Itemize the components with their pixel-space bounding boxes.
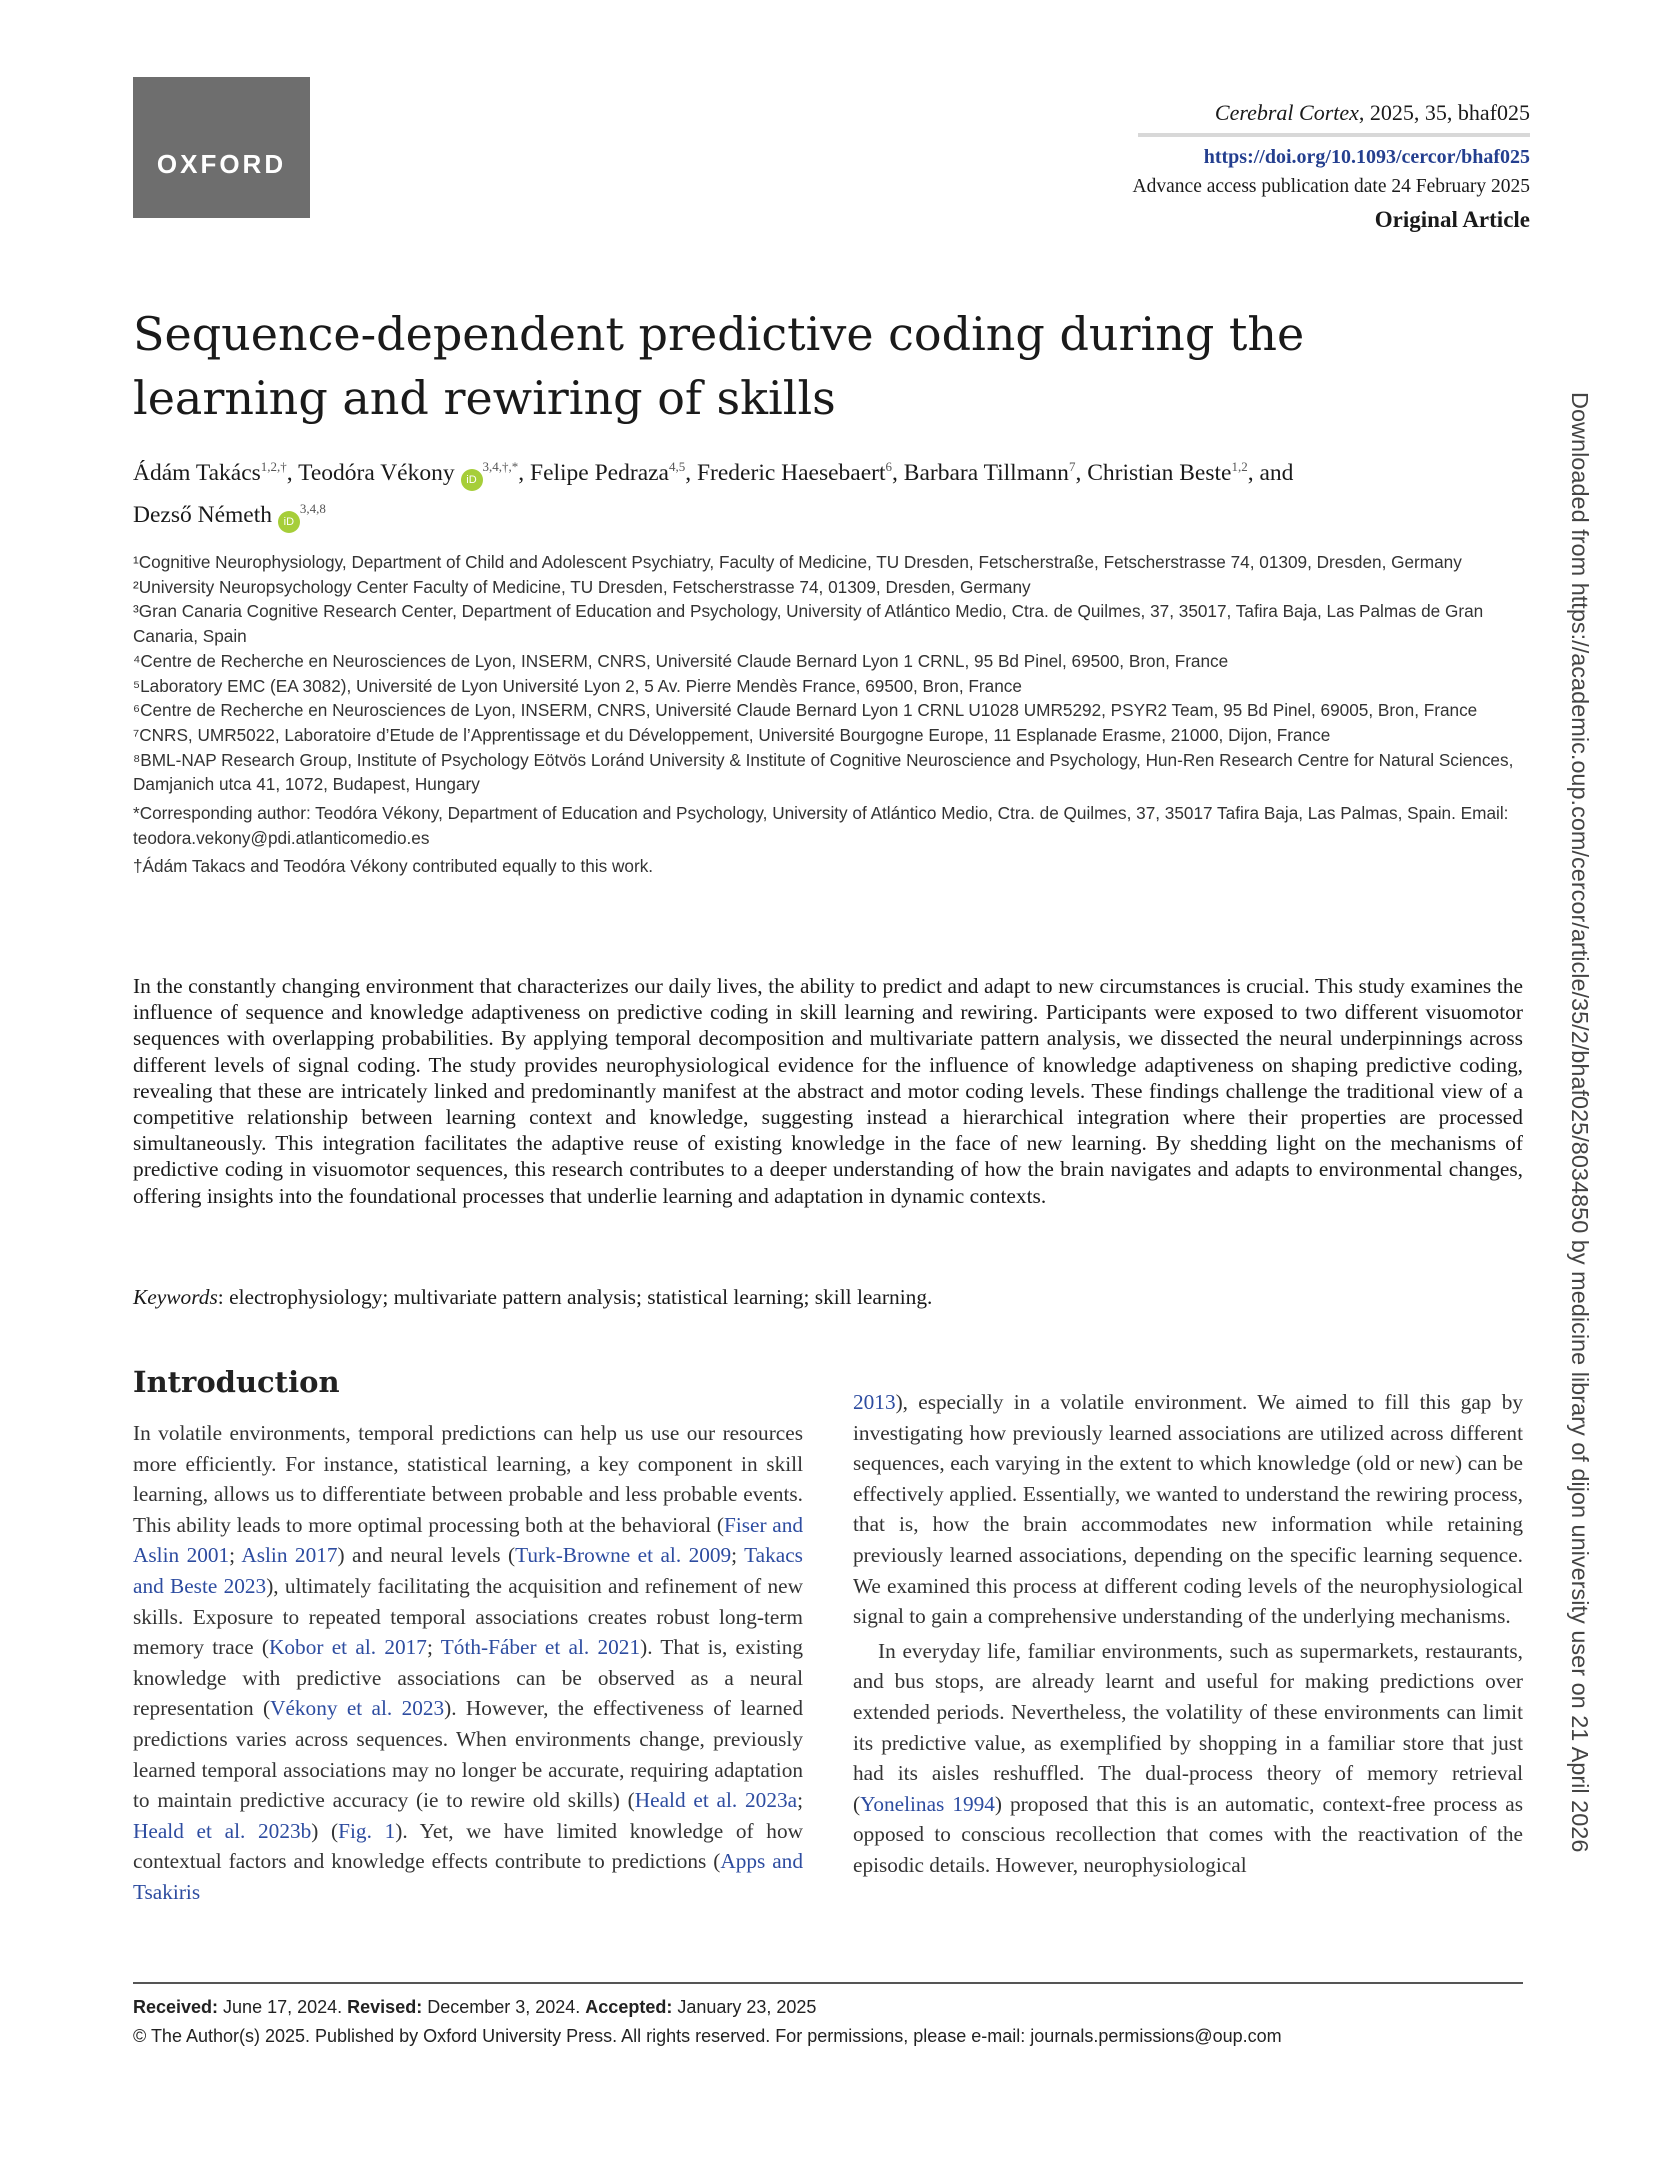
author-name: Ádám Takács [133, 460, 261, 486]
author-list: Ádám Takács$^{1,2,\dagger}$, Teodóra Vékony $iD^{3,4,\dagger,*}$, Felipe Pedraza$^{4,5}$, Frederic Haesebaert$^6$, Barbara Tillmann$^7$, Christian Beste$^{1,2}$, and Dezső Németh iD$^{3,4,8}$ [133, 452, 1533, 536]
author-name: Christian Beste [1087, 460, 1232, 486]
history-dates [133, 1993, 1533, 2022]
author-affiliation-marker: 7 [1068, 459, 1076, 474]
accepted-date: January 23, 2025 [672, 1997, 817, 2017]
keywords-text: : electrophysiology; multivariate pattern analysis; statistical learning; skill learning. [217, 1285, 933, 1309]
orcid-icon[interactable]: iD [278, 511, 300, 533]
author-affiliation-marker: 1,2 [1231, 459, 1248, 474]
logo-text: OXFORD [156, 149, 287, 179]
author-affiliation-marker: 1,2,† [260, 459, 287, 474]
paragraph: In everyday life, familiar environments, such as supermarkets, restaurants, and bus stops, are already learnt and useful for making predictions over extended periods. Nevertheless, the volatility of these environments can limit its predictive value, as exemplified by shopping in a familiar store that just had its aisles reshuffled. The dual-process theory of memory retrieval (Yonelinas 1994) proposed that this is an automatic, context-free process as opposed to conscious recollection that comes with the reactivation of the episodic details. However, neurophysiological [853, 1638, 1523, 1877]
revised-date: December 3, 2024. [422, 1997, 586, 2017]
doi-link[interactable]: https://doi.org/10.1093/cercor/bhaf025 [1203, 146, 1530, 168]
citation-link[interactable]: Takacs and Beste 2023 [133, 1543, 803, 1598]
footer [133, 1993, 1533, 2051]
author-name: Teodóra Vékony [298, 460, 455, 486]
affiliations [133, 550, 1533, 879]
body-column-right [853, 1387, 1523, 1881]
article-title: Sequence-dependent predictive coding during the learning and rewiring of skills [133, 307, 1305, 425]
author-affiliation-marker: 3,4,8 [299, 501, 326, 516]
section-heading-introduction: Introduction [133, 1365, 340, 1399]
received-label: Received: [133, 1997, 219, 2017]
body-column-left [133, 1418, 803, 1908]
oxford-logo [133, 77, 310, 218]
affiliation-item: ⁶Centre de Recherche en Neurosciences de Lyon, INSERM, CNRS, Université Claude Bernard Lyon 1 CRNL U1028 UMR5292, PSYR2 Team, 95 Bd Pinel, 69005, Bron, France [133, 700, 1478, 721]
divider [1138, 133, 1530, 137]
citation-link[interactable]: Fig. 1 [338, 1818, 396, 1843]
affiliation-item: ⁷CNRS, UMR5022, Laboratoire d’Etude de l’Apprentissage et du Développement, Université Bourgogne Europe, 11 Esplanade Erasme, 21000, Dijon, France [133, 724, 1331, 745]
affiliation-item: ¹Cognitive Neurophysiology, Department of Child and Adolescent Psychiatry, Faculty of Medicine, TU Dresden, Fetscherstraße, Fetscherstrasse 74, 01309, Dresden, Germany [133, 552, 1462, 572]
author-name: Dezső Németh [133, 502, 272, 528]
corresponding-author: *Corresponding author: Teodóra Vékony, Department of Education and Psychology, University of Atlántico Medio, Ctra. de Quilmes, 37, 35017 Tafira Baja, Las Palmas, Spain. Email: teodora.vekony@pdi.atlanticomedio.es [133, 803, 1509, 848]
affiliation-item: ⁸BML-NAP Research Group, Institute of Psychology Eötvös Loránd University & Institute of Cognitive Neuroscience and Psychology, Hun-Ren Research Centre for Natural Sciences, Damjanich utca 41, 1072, Budapest, Hungary [133, 749, 1514, 795]
journal-name: Cerebral Cortex [1214, 100, 1359, 125]
citation-link[interactable]: Heald et al. 2023a [634, 1788, 798, 1813]
citation-link[interactable]: Turk-Browne et al. 2009 [515, 1543, 732, 1568]
journal-citation: , 2025, 35, bhaf025 [1358, 100, 1530, 125]
affiliation-item: ⁵Laboratory EMC (EA 3082), Université de Lyon Université Lyon 2, 5 Av. Pierre Mendès France, 69500, Bron, France [133, 675, 1022, 696]
abstract: In the constantly changing environment that characterizes our daily lives, the ability to predict and adapt to new circumstances is crucial. This study examines the influence of sequence and knowledge adaptiveness on predictive coding in skill learning and rewiring. Participants were exposed to two different visuomotor sequences with overlapping probabilities. By applying temporal decomposition and multivariate pattern analysis, we dissected the neural underpinnings across different levels of signal coding. The study provides neurophysiological evidence for the influence of knowledge adaptiveness on shaping predictive coding, revealing that these are intricately linked and predominantly manifest at the abstract and motor coding levels. These findings challenge the traditional view of a competitive relationship between learning context and knowledge, suggesting instead a hierarchical integration where their properties are processed simultaneously. This integration facilitates the adaptive reuse of existing knowledge in the face of new learning. By shedding light on the mechanisms of predictive coding in visuomotor sequences, this research contributes to a deeper understanding of how the brain navigates and adapts to environmental changes, offering insights into the foundational processes that underlie learning and adaptation in dynamic contexts. [133, 974, 1523, 1208]
citation-link[interactable]: Fiser and Aslin 2001 [133, 1512, 803, 1568]
article-type: Original Article [1374, 207, 1530, 232]
citation-link[interactable]: Heald et al. 2023b [133, 1818, 312, 1843]
author-affiliation-marker: 3,4,†,* [482, 459, 519, 474]
keywords-label: Keywords [133, 1285, 218, 1309]
paragraph: 2013), especially in a volatile environment. We aimed to fill this gap by investigating how previously learned associations are utilized across different sequences, each varying in the extent to which knowledge (old or new) can be effectively applied. Essentially, we wanted to understand the rewiring process, that is, how the brain accommodates new information while retaining previously learned associations, depending on the specific learning sequence. We examined this process at different coding levels of the neurophysiological signal to gain a comprehensive understanding of the underlying mechanisms. [853, 1390, 1523, 1629]
paragraph: In volatile environments, temporal predictions can help us use our resources more efficiently. For instance, statistical learning, a key component in skill learning, allows us to differentiate between probable and less probable events. This ability leads to more optimal processing both at the behavioral (Fiser and Aslin 2001; Aslin 2017) and neural levels (Turk-Browne et al. 2009; Takacs and Beste 2023), ultimately facilitating the acquisition and refinement of new skills. Exposure to repeated temporal associations creates robust long-term memory trace (Kobor et al. 2017; Tóth-Fáber et al. 2021). That is, existing knowledge with predictive associations can be observed as a neural representation (Vékony et al. 2023). However, the effectiveness of learned predictions varies across sequences. When environments change, previously learned temporal associations may no longer be accurate, requiring adaptation to maintain predictive accuracy (ie to rewire old skills) (Heald et al. 2023a; Heald et al. 2023b) (Fig. 1). Yet, we have limited knowledge of how contextual factors and knowledge effects contribute to predictions (Apps and Tsakiris [133, 1421, 803, 1904]
copyright: © The Author(s) 2025. Published by Oxford University Press. All rights reserved. For permissions, please e-mail: journals.permissions@oup.com [133, 2026, 1282, 2046]
citation-link[interactable]: Yonelinas 1994 [860, 1791, 995, 1816]
download-notice: Downloaded from https://academic.oup.com/cercor/article/35/2/bhaf025/8034850 by medicine library of dijon university user on 21 April 2026 [1567, 392, 1593, 1853]
citation-link[interactable]: 2013 [853, 1390, 896, 1414]
author-affiliation-marker: 4,5 [668, 459, 686, 474]
accepted-label: Accepted: [585, 1997, 673, 2017]
citation-link[interactable]: Apps and Tsakiris [133, 1849, 803, 1904]
affiliation-item: ⁴Centre de Recherche en Neurosciences de Lyon, INSERM, CNRS, Université Claude Bernard Lyon 1 CRNL, 95 Bd Pinel, 69500, Bron, France [133, 650, 1229, 671]
revised-label: Revised: [347, 1997, 423, 2017]
keywords [133, 1285, 1523, 1310]
advance-access-date: Advance access publication date 24 February 2025 [1132, 176, 1530, 197]
author-affiliation-marker: 6 [885, 459, 893, 474]
author-name: Barbara Tillmann [903, 460, 1069, 486]
citation-link[interactable]: Aslin 2017 [241, 1543, 338, 1568]
citation-link[interactable]: Vékony et al. 2023 [270, 1696, 445, 1721]
orcid-icon[interactable]: iD [461, 469, 483, 491]
affiliation-item: ²University Neuropsychology Center Faculty of Medicine, TU Dresden, Fetscherstrasse 74, 01309, Dresden, Germany [133, 576, 1031, 597]
citation-link[interactable]: Tóth-Fáber et al. 2021 [440, 1635, 641, 1660]
received-date: June 17, 2024. [218, 1997, 348, 2017]
equal-contribution-note: †Ádám Takacs and Teodóra Vékony contributed equally to this work. [133, 856, 654, 877]
footer-divider [133, 1982, 1523, 1984]
affiliation-item: ³Gran Canaria Cognitive Research Center, Department of Education and Psychology, University of Atlántico Medio, Ctra. de Quilmes, 37, 35017, Tafira Baja, Las Palmas de Gran Canaria, Spain [133, 601, 1484, 647]
journal-reference [1133, 98, 1530, 234]
citation-link[interactable]: Kobor et al. 2017 [269, 1635, 427, 1660]
author-name: Frederic Haesebaert [696, 460, 886, 486]
author-name: Felipe Pedraza [530, 460, 669, 486]
